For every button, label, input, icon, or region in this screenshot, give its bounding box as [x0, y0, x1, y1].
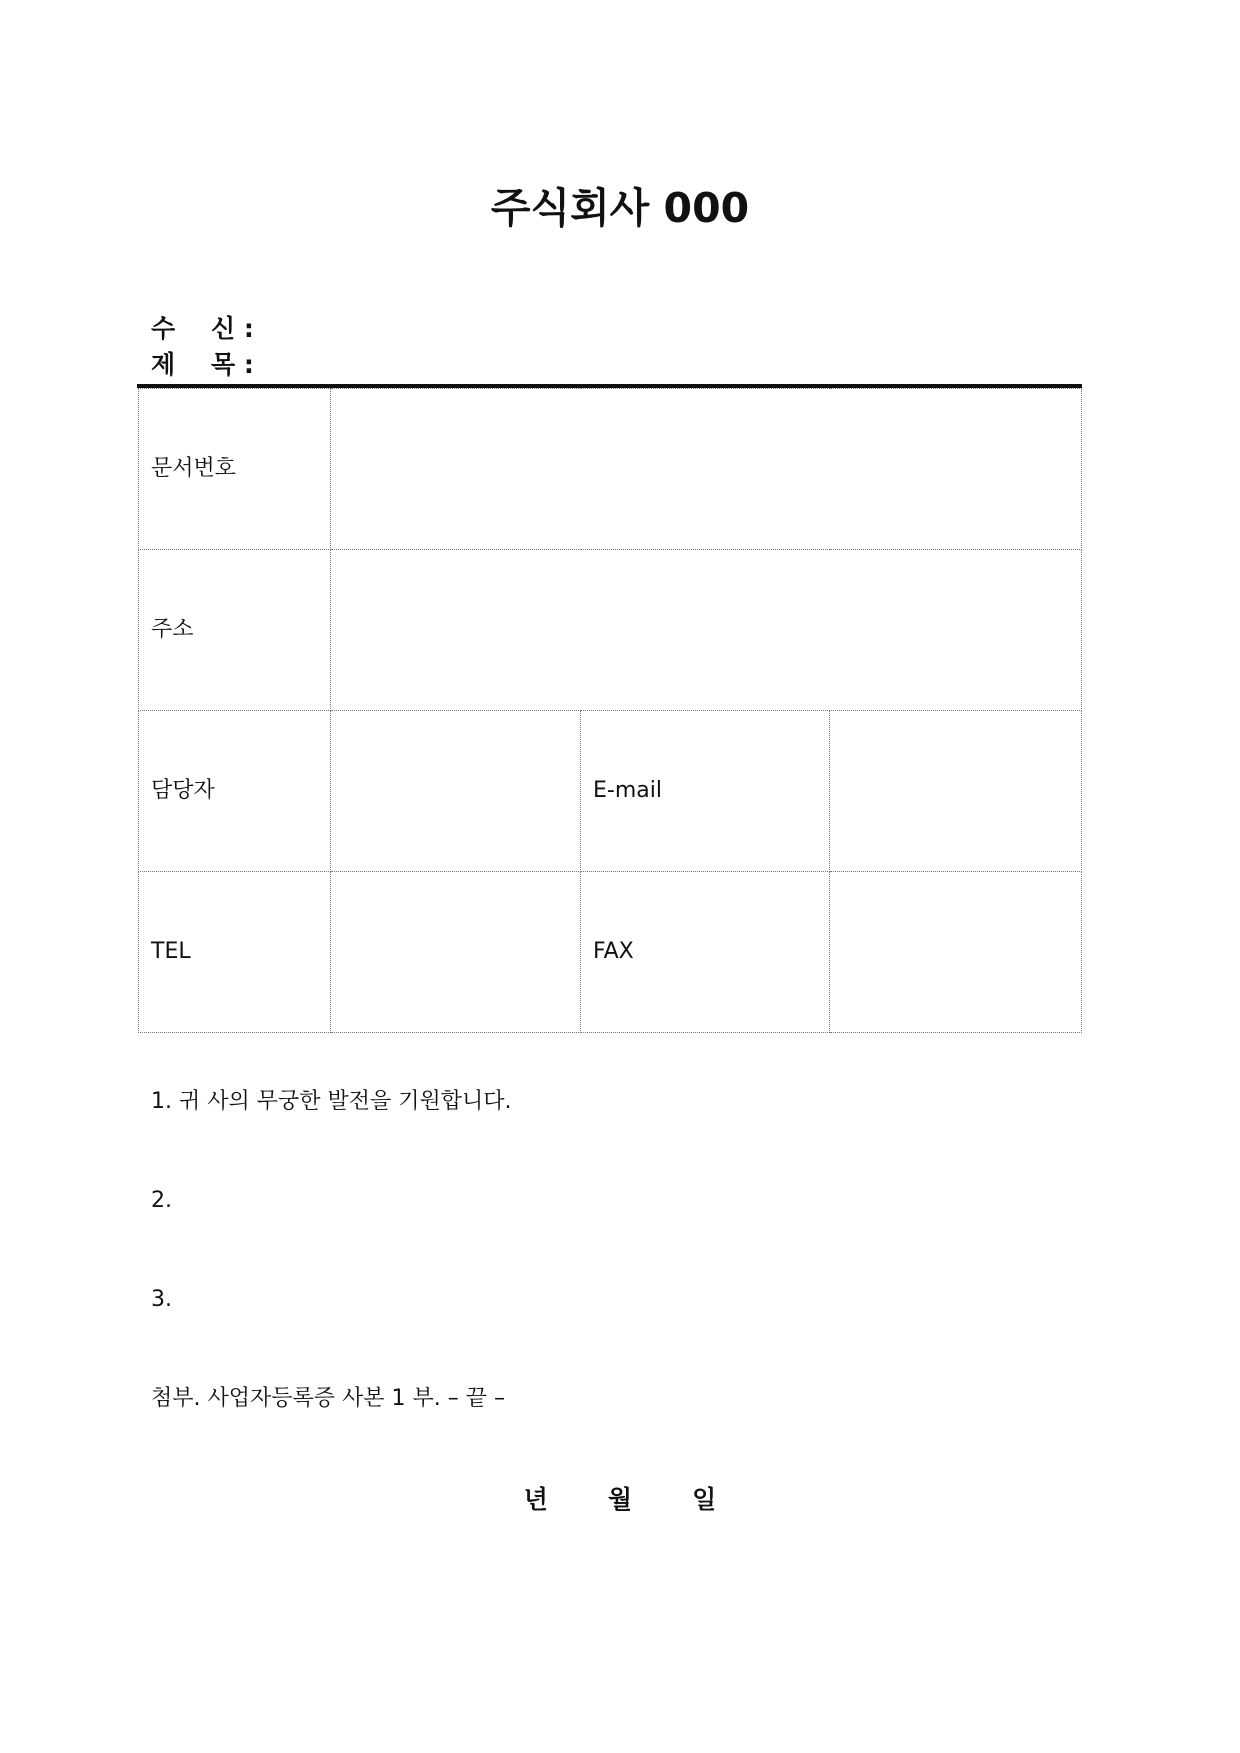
- address-value-cell[interactable]: [331, 550, 1082, 711]
- date-day: 일: [692, 1485, 717, 1514]
- tel-label: TEL: [139, 872, 331, 1033]
- contact-row: [139, 711, 1082, 872]
- recipient-label-b: 신 :: [211, 314, 254, 343]
- address-label: 주소: [139, 550, 331, 711]
- email-value-cell[interactable]: [830, 711, 1082, 872]
- doc-number-row: [139, 389, 1082, 550]
- tel-value-cell[interactable]: [331, 872, 581, 1033]
- contact-value-cell[interactable]: [331, 711, 581, 872]
- attachment-line: 첨부. 사업자등록증 사본 1 부. – 끝 –: [151, 1386, 505, 1411]
- fax-label: FAX: [581, 872, 830, 1033]
- contact-label: 담당자: [139, 711, 331, 872]
- body-item-2: 2.: [151, 1188, 172, 1213]
- fax-value-cell[interactable]: [830, 872, 1082, 1033]
- date-month: 월: [607, 1485, 633, 1514]
- subject-label-b: 목 :: [211, 350, 254, 379]
- doc-number-label: 문서번호: [139, 389, 331, 550]
- document-title: 주식회사 000: [490, 184, 750, 232]
- date-line: [0, 1483, 1240, 1517]
- body-item-1: 1. 귀 사의 무궁한 발전을 기원합니다.: [151, 1089, 512, 1114]
- subject-label-a: 제: [151, 350, 176, 379]
- recipient-label-a: 수: [151, 314, 176, 343]
- email-label: E-mail: [581, 711, 830, 872]
- recipient-line: [151, 312, 254, 346]
- body-item-3: 3.: [151, 1287, 172, 1312]
- address-row: [139, 550, 1082, 711]
- doc-number-value-cell[interactable]: [331, 389, 1082, 550]
- info-table: [138, 388, 1082, 1033]
- subject-line: [151, 348, 254, 382]
- phone-row: [139, 872, 1082, 1033]
- date-year: 년: [523, 1485, 548, 1514]
